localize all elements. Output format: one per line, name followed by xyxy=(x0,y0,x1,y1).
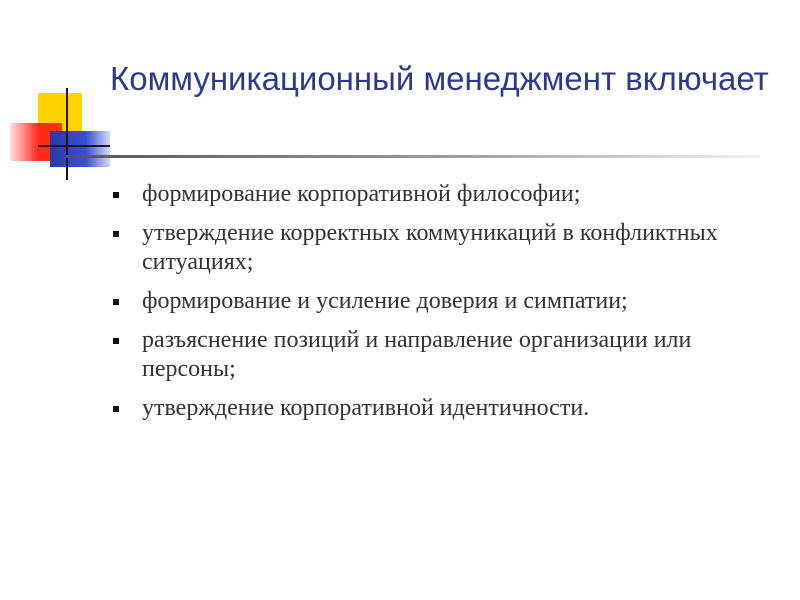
square-bullet-icon xyxy=(113,192,119,198)
square-bullet-icon xyxy=(113,231,119,237)
square-bullet-icon xyxy=(113,406,119,412)
list-item-text: формирование корпоративной философии; xyxy=(142,181,581,207)
square-bullet-icon xyxy=(113,338,119,344)
horizontal-line xyxy=(38,145,110,147)
slide-title: Коммуникационный менеджмент включает xyxy=(110,60,769,97)
list-item xyxy=(110,287,760,316)
list-item-text: формирование и усиление доверия и симпатии; xyxy=(142,288,628,314)
list-item-text: утверждение корректных коммуникаций в конфликтных ситуациях; xyxy=(142,220,718,275)
list-item xyxy=(110,219,760,277)
list-item xyxy=(110,180,760,209)
title-divider xyxy=(66,155,760,158)
list-item xyxy=(110,394,760,423)
square-bullet-icon xyxy=(113,299,119,305)
vertical-line xyxy=(66,88,68,180)
blue-square xyxy=(50,131,110,167)
list-item xyxy=(110,326,760,384)
decorative-squares xyxy=(0,0,120,190)
bullet-list xyxy=(110,180,760,433)
list-item-text: разъяснение позиций и направление организации или персоны; xyxy=(142,327,692,382)
list-item-text: утверждение корпоративной идентичности. xyxy=(142,395,590,421)
